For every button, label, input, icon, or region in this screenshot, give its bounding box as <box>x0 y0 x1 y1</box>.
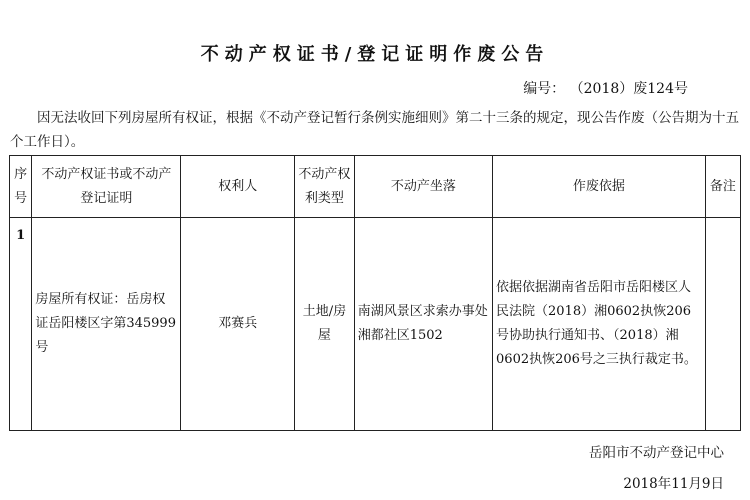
header-location: 不动产坐落 <box>354 156 492 218</box>
cell-right-type: 土地/房屋 <box>295 218 355 431</box>
issuing-organization: 岳阳市不动产登记中心 <box>589 445 724 461</box>
table-header-row <box>10 156 741 218</box>
notice-intro-paragraph: 因无法收回下列房屋所有权证，根据《不动产登记暂行条例实施细则》第二十三条的规定，现公告作废（公告期为十五个工作日）。 <box>10 110 739 150</box>
notice-title: 不动产权证书/登记证明作废公告 <box>200 44 550 65</box>
header-remark: 备注 <box>705 156 740 218</box>
cell-owner: 邓赛兵 <box>181 218 295 431</box>
header-owner: 权利人 <box>181 156 295 218</box>
void-certificate-table <box>9 155 741 431</box>
cell-certificate: 房屋所有权证：岳房权证岳阳楼区字第345999号 <box>32 218 181 431</box>
issue-date: 2018年11月9日 <box>623 476 724 492</box>
document-number: 编号： （2018）废124号 <box>523 81 688 97</box>
header-void-basis: 作废依据 <box>493 156 706 218</box>
table-row <box>10 218 741 431</box>
cell-void-basis: 依据依据湖南省岳阳市岳阳楼区人民法院（2018）湘0602执恢206号协助执行通知书、（2018）湘0602执恢206号之三执行裁定书。 <box>493 218 706 431</box>
cell-serial-number: 1 <box>10 218 32 431</box>
header-serial-number: 序号 <box>10 156 32 218</box>
cell-remark <box>705 218 740 431</box>
header-right-type: 不动产权利类型 <box>295 156 355 218</box>
header-certificate: 不动产权证书或不动产登记证明 <box>32 156 181 218</box>
cell-location: 南湖风景区求索办事处湘都社区1502 <box>354 218 492 431</box>
